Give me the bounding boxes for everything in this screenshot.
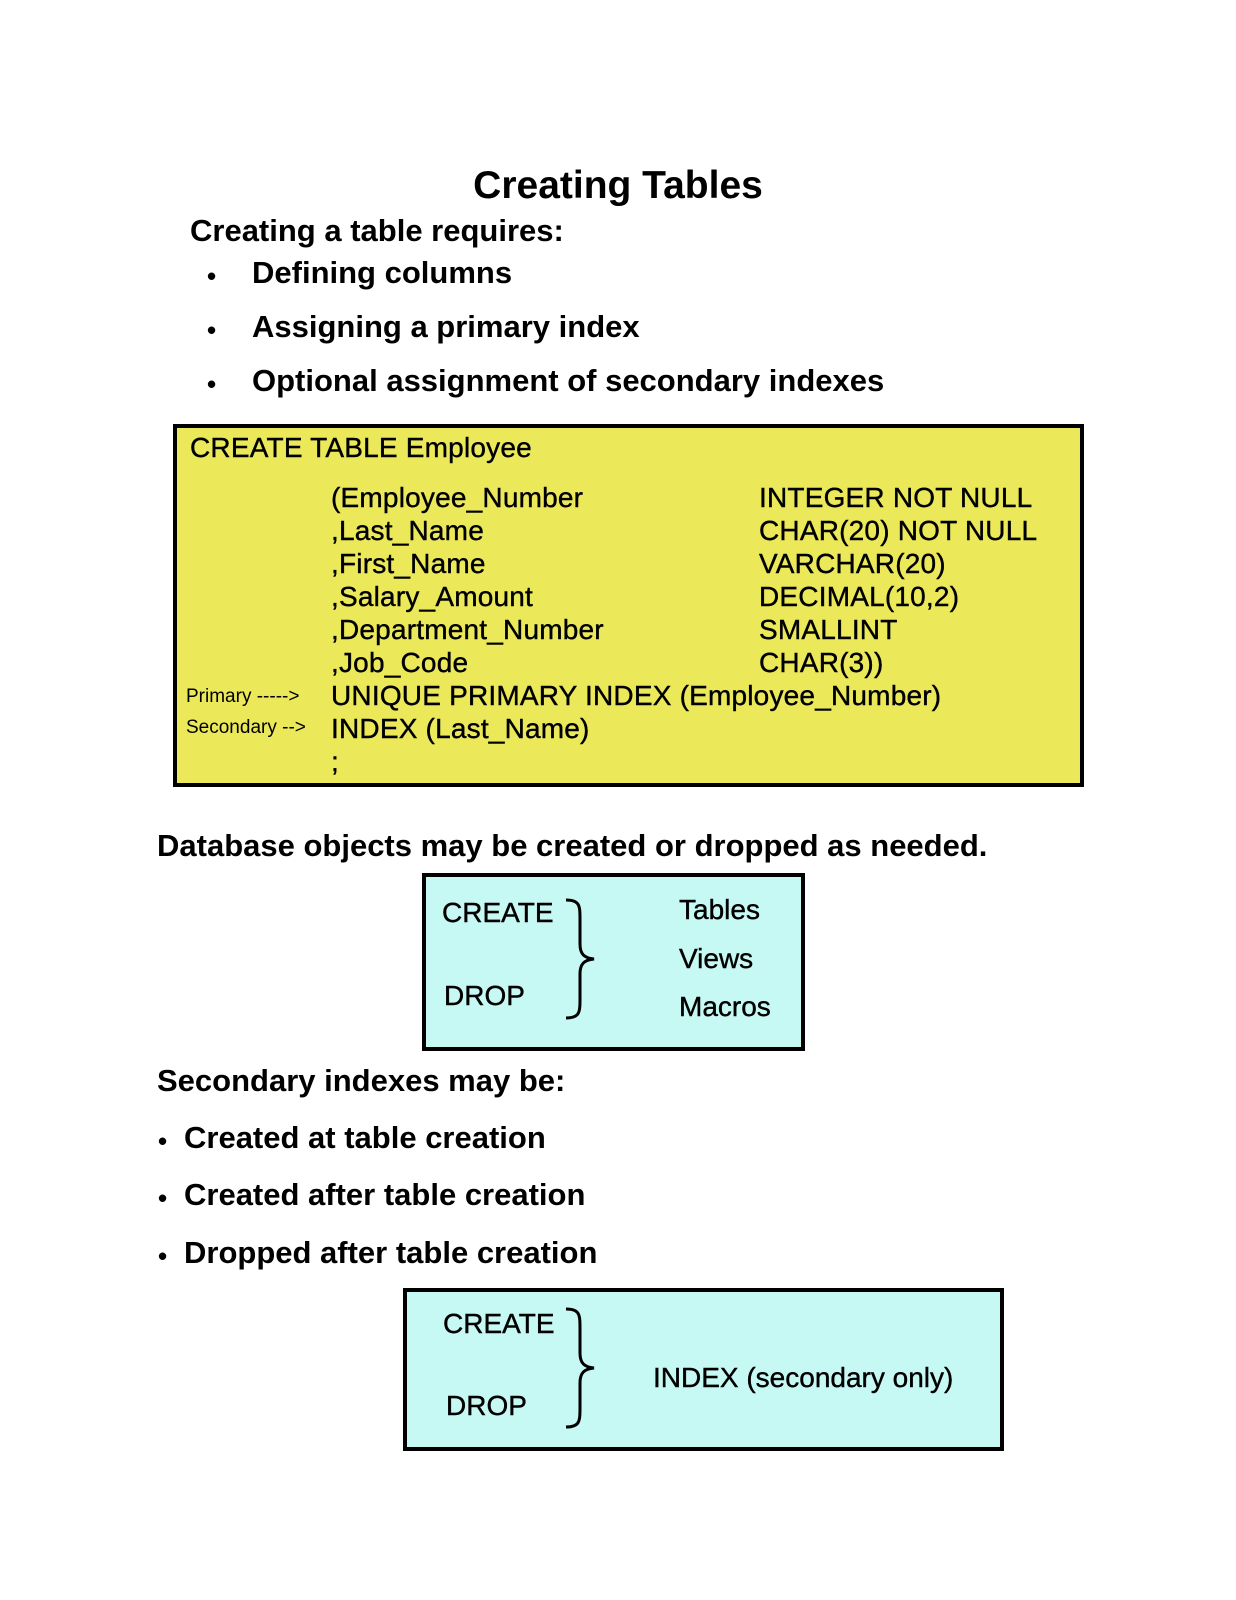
list-item: Assigning a primary index: [252, 309, 640, 344]
column-name: ,Salary_Amount: [331, 581, 534, 612]
secondary-label: Secondary -->: [186, 717, 306, 738]
list-item: Defining columns: [252, 255, 513, 290]
column-type: SMALLINT: [759, 614, 898, 645]
column-name: ,First_Name: [331, 548, 486, 579]
secondary-index-statement: INDEX (Last_Name): [331, 713, 590, 744]
object-item: Views: [679, 943, 754, 974]
list-item: Dropped after table creation: [184, 1235, 598, 1270]
column-type: INTEGER NOT NULL: [759, 482, 1033, 513]
object-item: Macros: [679, 991, 771, 1022]
primary-label: Primary ----->: [186, 686, 300, 707]
intro-heading: Creating a table requires:: [190, 213, 564, 248]
bullet-icon: •: [207, 315, 217, 345]
create-keyword: CREATE: [443, 1308, 555, 1339]
bullet-icon: •: [158, 1241, 168, 1271]
bullet-icon: •: [158, 1183, 168, 1213]
column-name: (Employee_Number: [331, 482, 584, 513]
index-target: INDEX (secondary only): [653, 1362, 954, 1393]
primary-index-statement: UNIQUE PRIMARY INDEX (Employee_Number): [331, 680, 942, 711]
list-item: Created at table creation: [184, 1120, 546, 1155]
column-type: VARCHAR(20): [759, 548, 946, 579]
drop-keyword: DROP: [444, 980, 525, 1011]
page-title: Creating Tables: [473, 164, 763, 207]
column-name: ,Job_Code: [331, 647, 469, 678]
column-type: CHAR(20) NOT NULL: [759, 515, 1038, 546]
objects-heading: Database objects may be created or dropped as needed.: [157, 828, 988, 863]
column-name: ,Last_Name: [331, 515, 484, 546]
sql-terminator: ;: [331, 746, 339, 777]
list-item: Created after table creation: [184, 1177, 586, 1212]
column-type: CHAR(3)): [759, 647, 884, 678]
right-brace-icon: [560, 896, 602, 1022]
bullet-icon: •: [207, 369, 217, 399]
list-item: Optional assignment of secondary indexes: [252, 363, 885, 398]
column-name: ,Department_Number: [331, 614, 604, 645]
secondary-heading: Secondary indexes may be:: [157, 1063, 566, 1098]
sql-header: CREATE TABLE Employee: [190, 432, 532, 463]
bullet-icon: •: [158, 1126, 168, 1156]
right-brace-icon: [560, 1305, 602, 1431]
object-item: Tables: [679, 894, 760, 925]
drop-keyword: DROP: [446, 1390, 527, 1421]
column-type: DECIMAL(10,2): [759, 581, 960, 612]
bullet-icon: •: [207, 261, 217, 291]
create-keyword: CREATE: [442, 897, 554, 928]
